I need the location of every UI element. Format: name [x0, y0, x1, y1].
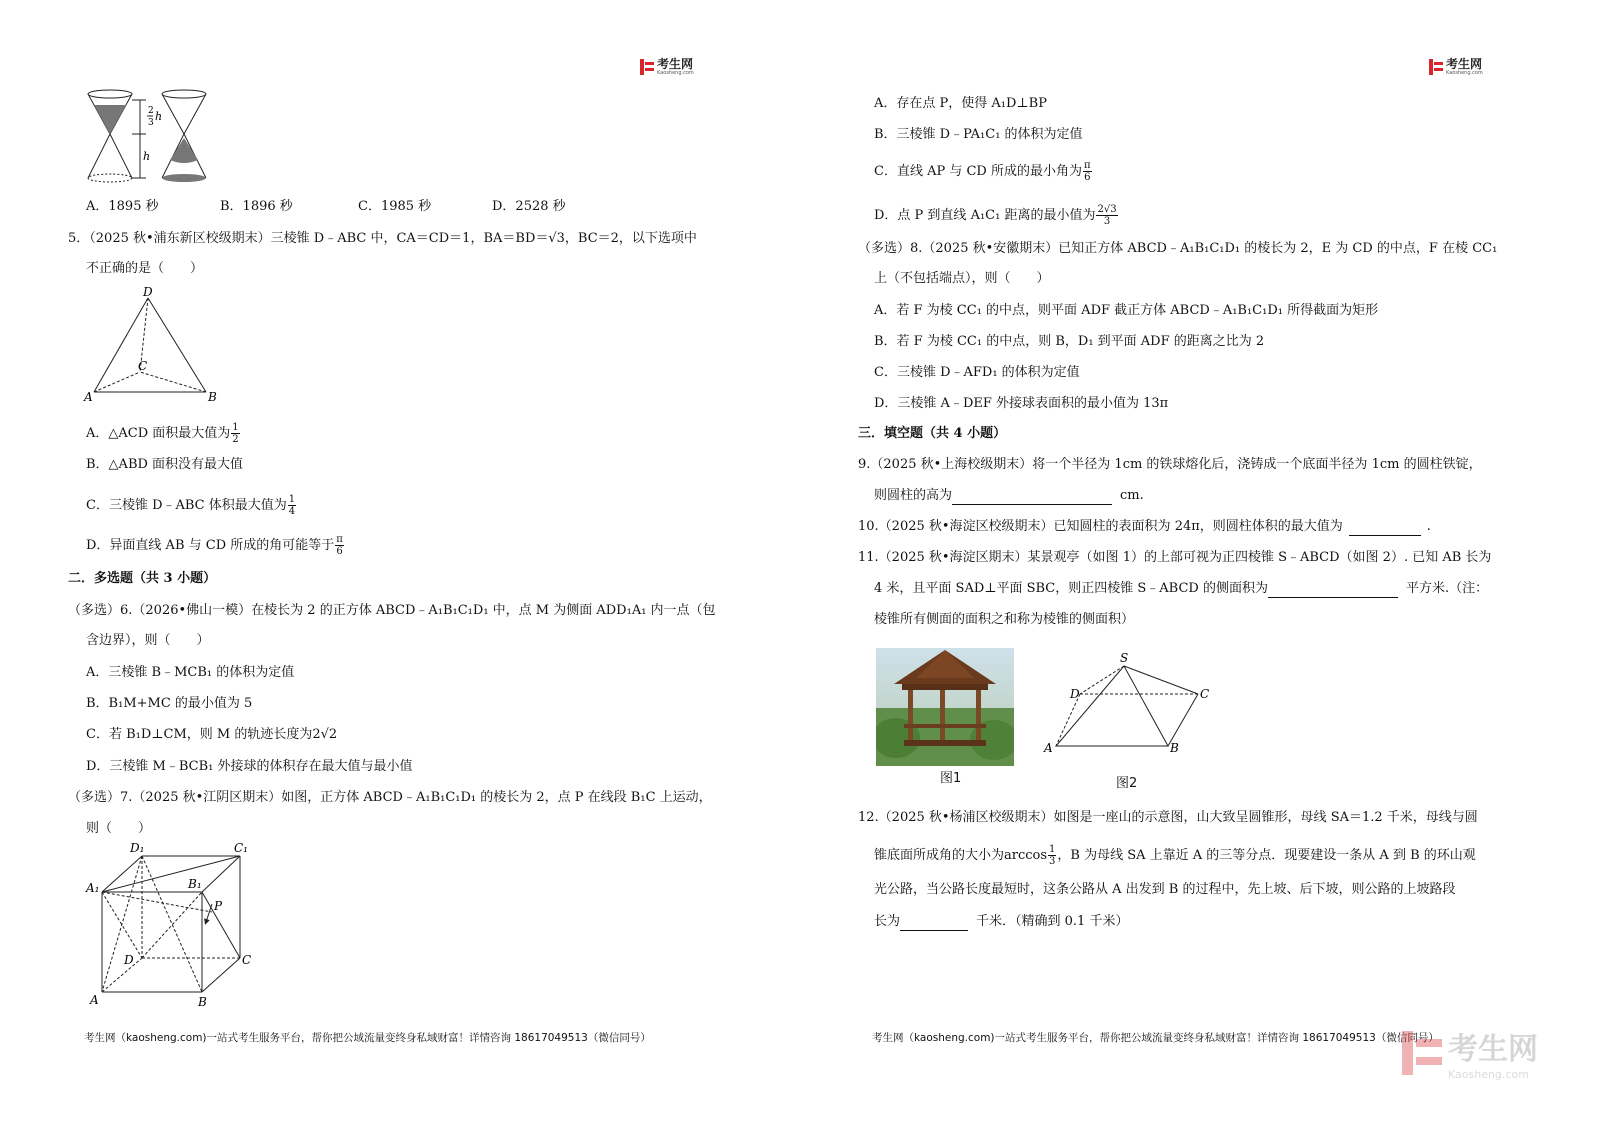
cube-label-a: A [90, 993, 99, 1007]
pyramid-label-d: D [1070, 687, 1080, 701]
fig-h-label-top: h [155, 110, 163, 123]
q11-answer-blank[interactable] [1268, 597, 1398, 598]
q9-stem: 9.（2025 秋•上海校级期末）将一个半径为 1cm 的铁球熔化后，浇铸成一个底面半径为 1cm 的圆柱铁锭， [858, 457, 1482, 472]
q7-option-b: B．三棱锥 D﹣PA₁C₁ 的体积为定值 [874, 127, 1083, 142]
q6-stem: （多选）6.（2026•佛山一模）在棱长为 2 的正方体 ABCD﹣A₁B₁C₁D₁ 中，点 M 为侧面 ADD₁A₁ 内一点（包 [68, 603, 716, 618]
q6-option-d: D．三棱锥 M﹣BCB₁ 外接球的体积存在最大值与最小值 [86, 759, 413, 774]
pavilion-photo [876, 648, 1014, 766]
cube-label-c1: C₁ [234, 841, 248, 855]
q8-stem-cont: 上（不包括端点），则（ ） [874, 271, 1050, 286]
right-page [800, 0, 1600, 1123]
q6-option-a: A．三棱锥 B﹣MCB₁ 的体积为定值 [86, 665, 295, 680]
q10-stem: 10.（2025 秋•海淀区校级期末）已知圆柱的表面积为 24π，则圆柱体积的最大值为 . [858, 519, 1431, 534]
cube-label-a1: A₁ [86, 881, 100, 895]
q7-option-a: A．存在点 P，使得 A₁D⊥BP [874, 96, 1047, 111]
pyramid-figure [1040, 650, 1210, 760]
q8-stem: （多选）8.（2025 秋•安徽期末）已知正方体 ABCD﹣A₁B₁C₁D₁ 的棱长为 2，E 为 CD 的中点，F 在棱 CC₁ [858, 241, 1498, 256]
brand-domain: Kaosheng.com [1446, 70, 1483, 76]
q5-option-b: B．△ABD 面积没有最大值 [86, 457, 244, 472]
tetra-label-c: C [138, 359, 148, 373]
pyramid-label-c: C [1200, 687, 1210, 701]
q7-option-c: C．直线 AP 与 CD 所成的最小角为 $\frac{\pi}{6}$ [874, 160, 1091, 183]
q9-stem-cont: 则圆柱的高为 cm. [874, 488, 1144, 503]
q12-stem-cont3: 长为 千米．（精确到 0.1 千米） [874, 914, 1129, 929]
cube-label-b: B [198, 995, 207, 1009]
fig-frac-den: 3 [148, 118, 154, 128]
watermark [1402, 1024, 1538, 1081]
q12-stem-cont: 锥底面所成角的大小为arccos $\frac{1}{3}$ ，B 为母线 SA 上靠近 A 的三等分点．现要建设一条从 A 到 B 的环山观 [874, 844, 1476, 867]
hourglass-figure [80, 86, 220, 190]
cube-label-b1: B₁ [188, 877, 202, 891]
watermark-brand: 考生网 [1448, 1032, 1538, 1067]
footer-left: 考生网（kaosheng.com)一站式考生服务平台，帮你把公域流量变终身私域财富！详情咨询 18617049513（微信同号） [84, 1032, 651, 1044]
cube-label-d1: D₁ [130, 841, 145, 855]
brand-logo-icon [1429, 59, 1443, 75]
cube-label-d: D [124, 953, 134, 967]
q7-stem: （多选）7.（2025 秋•江阴区期末）如图，正方体 ABCD﹣A₁B₁C₁D₁ 的棱长为 2，点 P 在线段 B₁C 上运动， [68, 790, 712, 805]
q5-option-c: C．三棱锥 D﹣ABC 体积最大值为 $\frac{1}{4}$ [86, 494, 296, 517]
watermark-domain: Kaosheng.com [1448, 1068, 1529, 1081]
q4-option-c: C．1985 秒 [358, 199, 432, 214]
q8-option-a: A．若 F 为棱 CC₁ 的中点，则平面 ADF 截正方体 ABCD﹣A₁B₁C₁D₁ 所得截面为矩形 [874, 303, 1379, 318]
q9-answer-blank[interactable] [952, 504, 1112, 505]
q5-option-a: A．△ACD 面积最大值为 $\frac{1}{2}$ [86, 422, 239, 445]
q4-option-d: D．2528 秒 [492, 199, 566, 214]
q11-stem: 11.（2025 秋•海淀区期末）某景观亭（如图 1）的上部可视为正四棱锥 S﹣ABCD（如图 2）. 已知 AB 长为 [858, 550, 1492, 565]
fig2-caption: 图2 [1116, 776, 1138, 791]
fig-h-label-bottom: h [143, 150, 151, 163]
brand-domain: Kaosheng.com [657, 70, 694, 76]
q8-option-d: D．三棱锥 A﹣DEF 外接球表面积的最小值为 13π [874, 396, 1169, 411]
q5-option-d: D．异面直线 AB 与 CD 所成的角可能等于 $\frac{\pi}{6}$ [86, 534, 343, 557]
q7-option-d: D．点 P 到直线 A₁C₁ 距离的最小值为 $\frac{2√3}{3}$ [874, 204, 1117, 227]
footer-right: 考生网（kaosheng.com)一站式考生服务平台，帮你把公域流量变终身私域财富！详情咨询 18617049513（微信同号） [872, 1032, 1439, 1044]
tetra-label-a: A [84, 390, 93, 404]
brand-name: 考生网 [1446, 57, 1483, 71]
q11-note: 棱锥所有侧面的面积之和称为棱锥的侧面积） [874, 612, 1135, 627]
q6-option-b: B．B₁M+MC 的最小值为 5 [86, 696, 253, 711]
tetra-label-b: B [208, 390, 217, 404]
brand-logo-right [1429, 58, 1483, 76]
q11-stem-cont: 4 米，且平面 SAD⊥平面 SBC，则正四棱锥 S﹣ABCD 的侧面积为 平方米.（注： [874, 581, 1489, 596]
q4-option-b: B．1896 秒 [220, 199, 293, 214]
q12-stem-cont2: 光公路，当公路长度最短时，这条公路从 A 出发到 B 的过程中，先上坡、后下坡，则公路的上坡路段 [874, 882, 1456, 897]
q5-stem: 5．（2025 秋•浦东新区校级期末）三棱锥 D﹣ABC 中，CA＝CD＝1，BA＝BD＝√3，BC＝2，以下选项中 [68, 231, 697, 246]
fig1-caption: 图1 [940, 771, 962, 786]
section-multi-choice: 二．多选题（共 3 小题） [68, 571, 217, 586]
q8-option-c: C．三棱锥 D﹣AFD₁ 的体积为定值 [874, 365, 1080, 380]
tetrahedron-figure [80, 284, 230, 408]
cube-figure [84, 840, 264, 1012]
brand-logo [640, 58, 694, 76]
q6-option-c: C．若 B₁D⊥CM，则 M 的轨迹长度为2√2 [86, 727, 338, 742]
pyramid-label-a: A [1044, 741, 1053, 755]
q12-stem: 12.（2025 秋•杨浦区校级期末）如图是一座山的示意图，山大致呈圆锥形，母线 SA＝1.2 千米，母线与圆 [858, 810, 1478, 825]
q5-stem-cont: 不正确的是（ ） [86, 261, 204, 276]
tetra-label-d: D [143, 285, 153, 299]
cube-label-c: C [242, 953, 252, 967]
section-fill-blank: 三．填空题（共 4 小题） [858, 426, 1007, 441]
cube-label-p: P [214, 899, 223, 913]
q4-option-a: A．1895 秒 [86, 199, 159, 214]
q12-answer-blank[interactable] [900, 930, 968, 931]
q10-answer-blank[interactable] [1349, 535, 1421, 536]
fig-frac-num: 2 [148, 106, 154, 116]
brand-name: 考生网 [657, 57, 694, 71]
q8-option-b: B．若 F 为棱 CC₁ 的中点，则 B，D₁ 到平面 ADF 的距离之比为 2 [874, 334, 1265, 349]
pyramid-label-s: S [1120, 651, 1129, 665]
q6-stem-cont: 含边界），则（ ） [86, 633, 210, 648]
brand-logo-icon [640, 59, 654, 75]
watermark-logo-icon [1402, 1031, 1442, 1075]
q7-stem-cont: 则（ ） [86, 821, 152, 836]
pyramid-label-b: B [1170, 741, 1179, 755]
